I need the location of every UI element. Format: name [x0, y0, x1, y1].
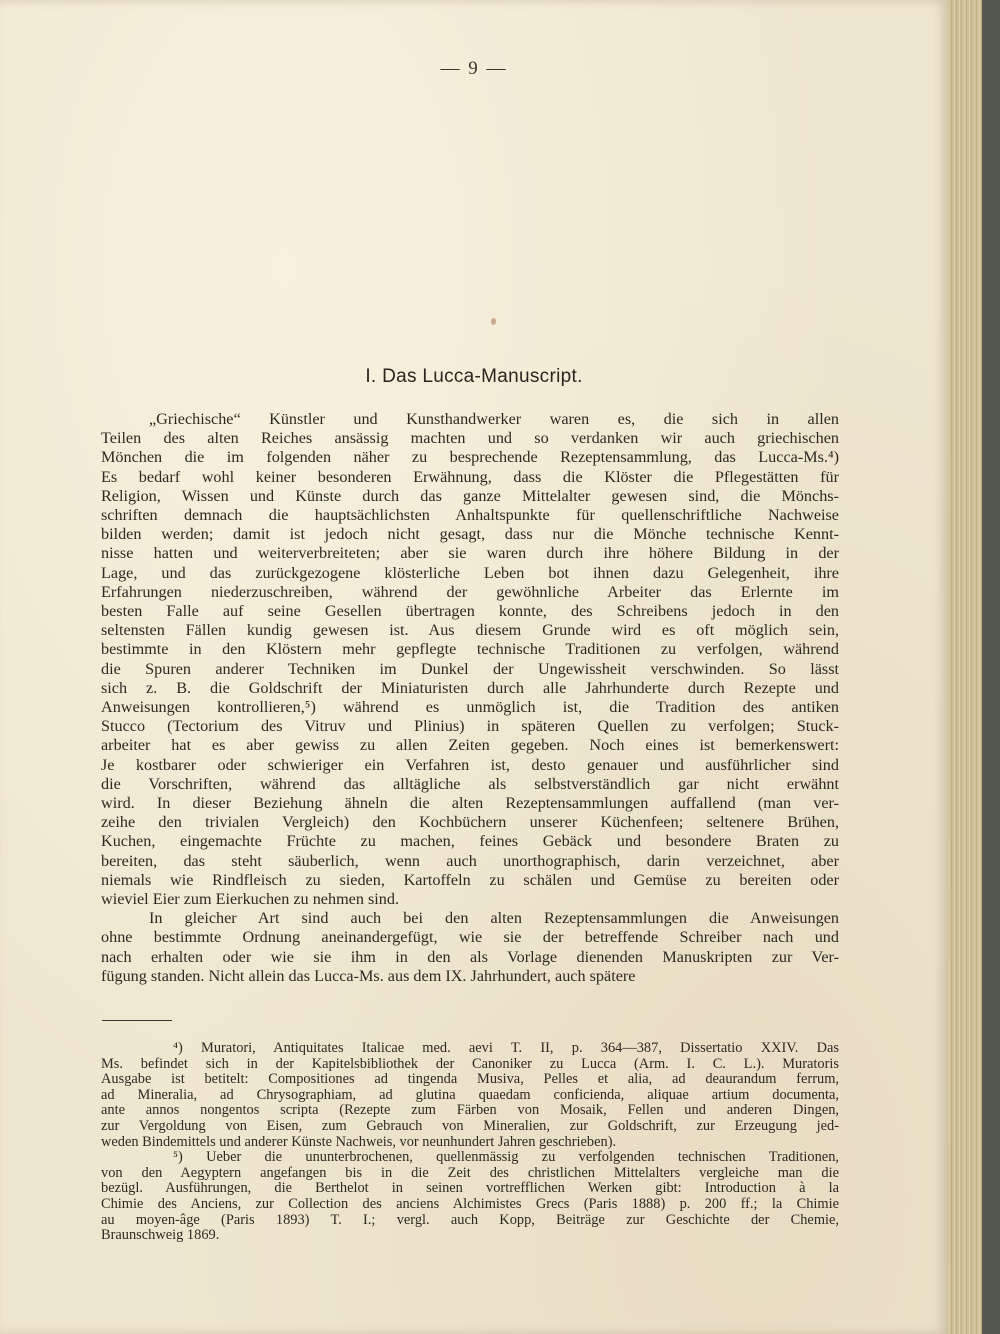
body-line: niemals wie Rindfleisch zu sieden, Kartoffeln zu schälen und Gemüse zu bereiten oder — [101, 870, 839, 889]
body-line: fügung standen. Nicht allein das Lucca-Ms. aus dem IX. Jahrhundert, auch spätere — [101, 966, 636, 985]
body-line: Es bedarf wohl keiner besonderen Erwähnung, dass die Klöster die Pflegestätten für — [101, 467, 839, 486]
footnote-line: ⁴) Muratori, Antiquitates Italicae med. aevi T. II, p. 364—387, Dissertatio XXIV. Das — [173, 1041, 839, 1056]
section-title: I. Das Lucca-Manuscript. — [365, 366, 583, 387]
body-line: nisse hatten und weiterverbreiteten; aber sie waren durch ihre höhere Bildung in der — [101, 544, 839, 563]
body-line: bilden werden; damit ist jedoch nicht gesagt, dass nur die Mönche technische Kennt- — [101, 525, 839, 544]
body-line: ohne bestimmte Ordnung aneinandergefügt, wie sie der betreffende Schreiber nach und — [101, 928, 839, 947]
body-line: die Vorschriften, während das alltägliche als selbstverständlich gar nicht erwähnt — [101, 774, 839, 793]
body-line: seltensten Fällen kundig gewesen ist. Aus diesem Grunde wird es oft möglich sein, — [101, 621, 839, 640]
body-line: Erfahrungen niederzuschreiben, während der gewöhnliche Arbeiter das Erlernte im — [101, 582, 839, 601]
paper-speck — [491, 318, 496, 325]
body-line: Anweisungen kontrollieren,⁵) während es unmöglich ist, die Tradition des antiken — [101, 698, 839, 717]
footnote-line: von den Aegyptern angefangen bis in die Zeit des christlichen Mittelalters vergleiche man die — [101, 1165, 839, 1181]
body-line: sich z. B. die Goldschrift der Miniaturisten durch alle Jahrhunderte durch Rezepte und — [101, 678, 839, 697]
body-line: Je kostbarer oder schwieriger ein Verfahren ist, desto genauer und ausführlicher sind — [101, 755, 839, 774]
body-line: Stucco (Tectorium des Vitruv und Plinius) in späteren Quellen zu verfolgen; Stuck- — [101, 717, 839, 736]
body-line: wird. In dieser Beziehung ähneln die alten Rezeptensammlungen auffallend (man ver- — [101, 794, 839, 813]
footnote-line: zur Vergoldung von Eisen, zum Gebrauch von Mineralien, zur Goldschrift, zur Erzeugung jed- — [101, 1118, 839, 1134]
footnote-line: au moyen-âge (Paris 1893) T. I.; vergl. auch Kopp, Beiträge zur Geschichte der Chemie, — [101, 1212, 839, 1228]
footnote-rule — [102, 1020, 172, 1021]
page-edge-stack — [948, 0, 1000, 1334]
body-line: zeihe den trivialen Vergleich) den Kochbüchern unserer Küchenfeen; seltenere Brühen, — [101, 813, 839, 832]
footnote-line: bezügl. Ausführungen, die Berthelot in seinen vortrefflichen Werken gibt: Introduction à la — [101, 1181, 839, 1197]
footnote-line: weden Bindemittels und anderer Künste Nachweis, vor neunhundert Jahren geschrieben). — [101, 1134, 617, 1150]
body-line: Mönchen die im folgenden näher zu besprechende Rezeptensammlung, das Lucca-Ms.⁴) — [101, 448, 839, 467]
body-line: Lage, und das zurückgezogene klösterliche Leben bot ihnen dazu Gelegenheit, ihre — [101, 563, 839, 582]
body-line: Teilen des alten Reiches ansässig machten und so verdanken wir auch griechischen — [101, 429, 839, 448]
body-line: wieviel Eier zum Eierkuchen zu nehmen sind. — [101, 890, 400, 909]
body-line: die Spuren anderer Techniken im Dunkel der Ungewissheit verschwinden. So lässt — [101, 659, 839, 678]
page-number: — 9 — — [440, 58, 508, 79]
body-line: arbeiter hat es aber gewiss zu allen Zeiten gegeben. Noch eines ist bemerkenswert: — [101, 736, 839, 755]
body-line: nach erhalten oder wie sie ihm in den als Vorlage dienenden Manuskripten zur Ver- — [101, 947, 839, 966]
body-text — [101, 410, 839, 986]
footnote-line: Chimie des Anciens, zur Collection des anciens Alchimistes Grecs (Paris 1888) p. 200 ff.; la Chimie — [101, 1196, 839, 1212]
footnotes — [101, 1041, 839, 1244]
body-line: Kuchen, eingemachte Früchte zu machen, feines Gebäck und besondere Braten zu — [101, 832, 839, 851]
body-line: bereiten, das steht säuberlich, wenn auch unorthographisch, darin verzeichnet, aber — [101, 851, 839, 870]
body-line: In gleicher Art sind auch bei den alten Rezeptensammlungen die Anweisungen — [149, 909, 839, 928]
body-line: Religion, Wissen und Künste durch das ganze Mittelalter gewesen sind, die Mönchs- — [101, 486, 839, 505]
body-line: „Griechische“ Künstler und Kunsthandwerker waren es, die sich in allen — [149, 410, 839, 428]
footnote-line: Ausgabe ist betitelt: Compositiones ad tingenda Musiva, Pelles et alia, ad deaurandum ferrum, — [101, 1072, 839, 1088]
footnote-line: Braunschweig 1869. — [101, 1228, 220, 1244]
footnote-line: ante annos nongentos scripta (Rezepte zum Färben von Mosaik, Fellen und anderen Dingen, — [101, 1103, 839, 1119]
footnote-line: Ms. befindet sich in der Kapitelsbibliothek der Canoniker zu Lucca (Arm. I. C. L.). Muratoris — [101, 1056, 839, 1072]
body-line: bestimmte in den Klöstern mehr gepflegte technische Traditionen zu verfolgen, während — [101, 640, 839, 659]
body-line: besten Falle auf seine Gesellen übertragen konnte, des Schreibens jedoch in den — [101, 602, 839, 621]
body-line: schriften demnach die hauptsächlichsten Anhaltspunkte für quellenschriftliche Nachweise — [101, 506, 839, 525]
footnote-line: ad Mineralia, ad Chrysographiam, ad glutina quaedam conficienda, aliquae artium documenta, — [101, 1087, 839, 1103]
footnote-line: ⁵) Ueber die ununterbrochenen, quellenmässig zu verfolgenden technischen Traditionen, — [173, 1150, 839, 1166]
